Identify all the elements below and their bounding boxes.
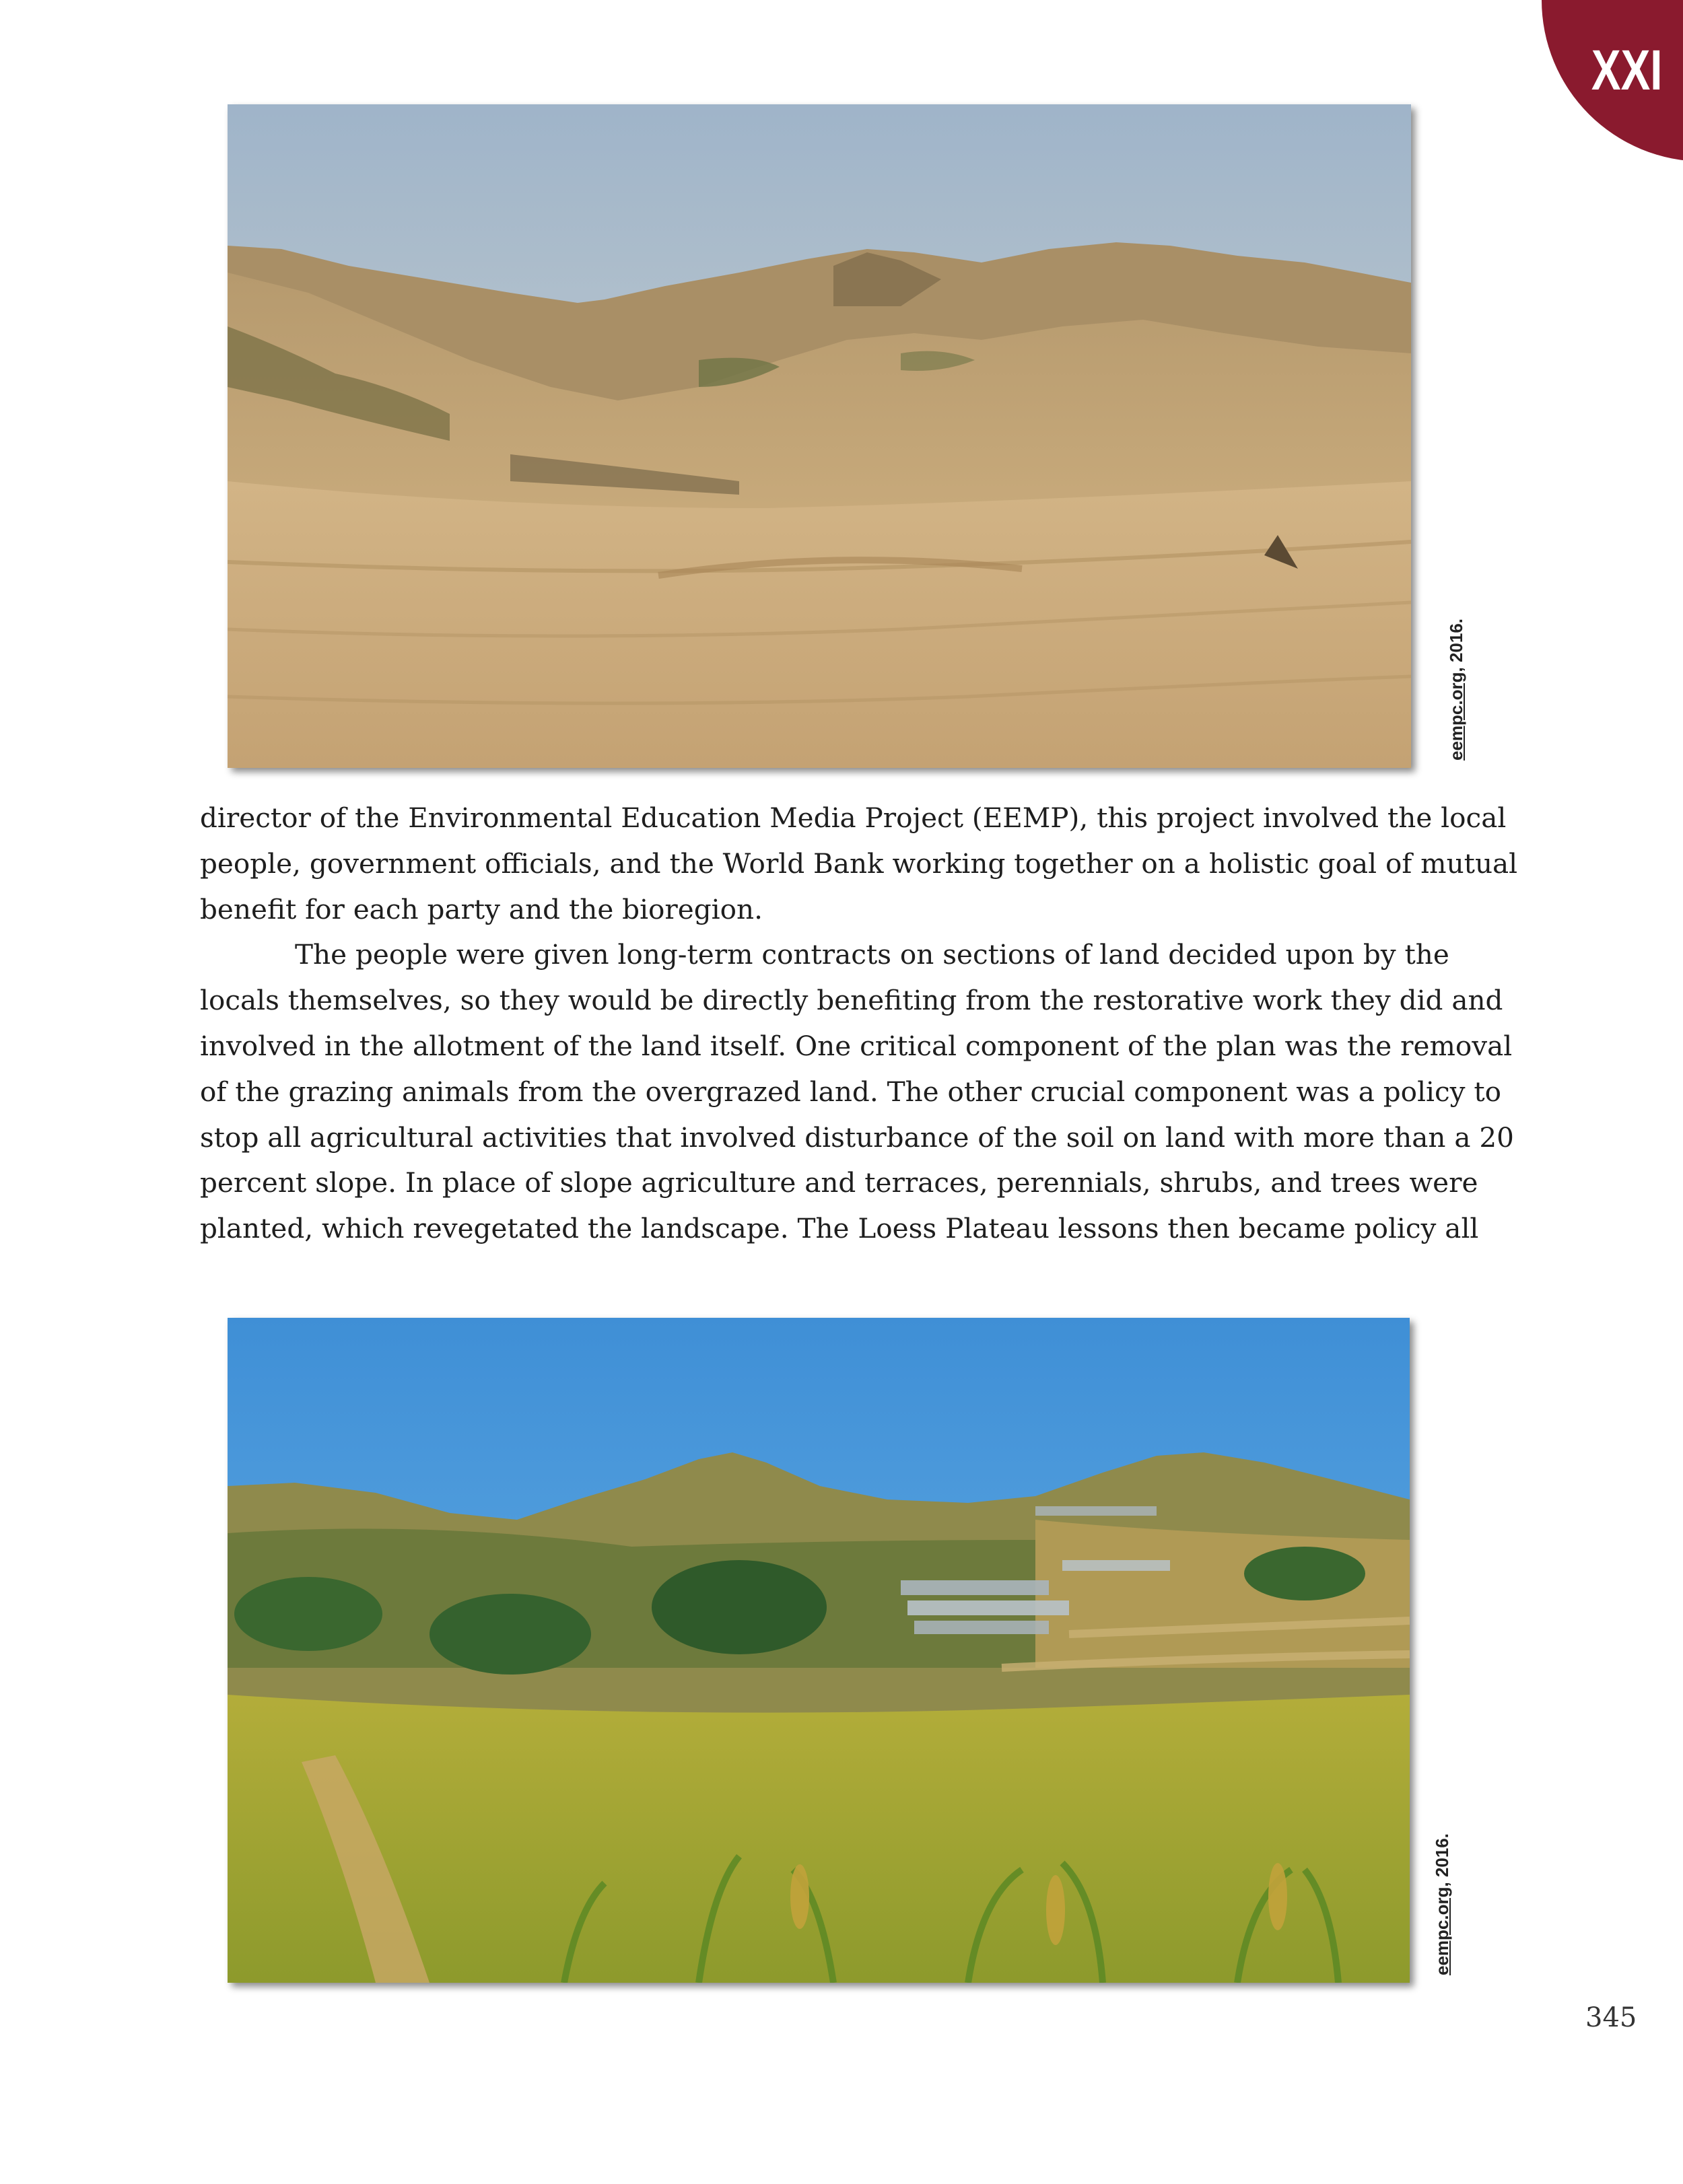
text-line: stop all agricultural activities that involved disturbance of the soil on land with more than a 20 — [200, 1121, 1514, 1154]
paragraph-1 — [200, 796, 1518, 932]
page-number: 345 — [1585, 2002, 1637, 2033]
text-line: locals themselves, so they would be directly benefiting from the restorative work they did and — [200, 984, 1503, 1017]
credit-link[interactable]: eempc.org — [1446, 672, 1466, 761]
credit-year: , 2016. — [1446, 618, 1466, 672]
text-line: The people were given long-term contracts on sections of land decided upon by the — [295, 938, 1449, 971]
credit-year: , 2016. — [1432, 1833, 1452, 1887]
photo-credit-bottom — [1432, 1833, 1453, 1975]
photo-barren-loess-plateau — [228, 104, 1411, 768]
chapter-label: XXI — [1591, 38, 1663, 102]
text-line: planted, which revegetated the landscape. The Loess Plateau lessons then became policy all — [200, 1212, 1479, 1245]
text-line: benefit for each party and the bioregion. — [200, 892, 763, 925]
text-line: of the grazing animals from the overgrazed land. The other crucial component was a policy to — [200, 1075, 1502, 1108]
paragraph-2 — [200, 932, 1514, 1252]
text-line: involved in the allotment of the land itself. One critical component of the plan was the removal — [200, 1029, 1513, 1062]
text-line: director of the Environmental Education Media Project (EEMP), this project involved the local — [200, 802, 1507, 834]
chapter-tab — [1542, 0, 1683, 162]
text-line: people, government officials, and the World Bank working together on a holistic goal of mutual — [200, 847, 1518, 880]
body-text — [200, 796, 1518, 1252]
photo-revegetated-landscape — [228, 1318, 1410, 1983]
credit-link[interactable]: eempc.org — [1432, 1887, 1452, 1975]
photo-credit-top — [1446, 619, 1467, 761]
text-line: percent slope. In place of slope agriculture and terraces, perennials, shrubs, and trees were — [200, 1166, 1478, 1199]
